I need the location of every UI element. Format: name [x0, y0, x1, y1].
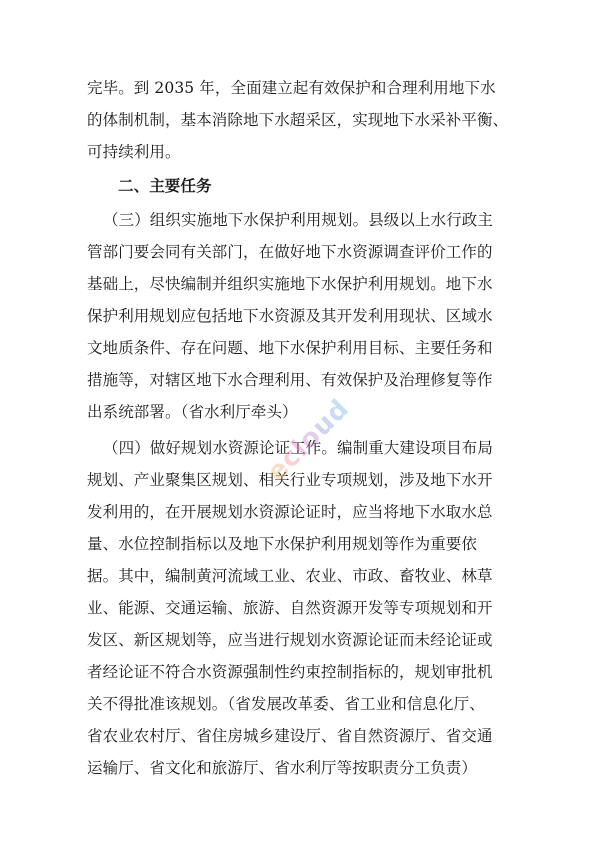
paragraph-line: 可持续利用。	[87, 143, 181, 161]
paragraph-line: 关不得批准该规划。（省发展改革委、省工业和信息化厅、	[87, 695, 485, 713]
paragraph-line: 保护利用规划应包括地下水资源及其开发利用现状、区域水	[87, 307, 493, 325]
paragraph-line: 措施等，对辖区地下水合理利用、有效保护及治理修复等作	[87, 371, 493, 389]
paragraph-line: 完毕。到 2035 年，全面建立起有效保护和合理利用地下水	[87, 79, 496, 97]
section-heading: 二、主要任务	[118, 177, 212, 195]
paragraph-line: 管部门要会同有关部门，在做好地下水资源调查评价工作的	[87, 243, 493, 261]
paragraph-line: 的体制机制，基本消除地下水超采区，实现地下水采补平衡、	[87, 111, 509, 129]
paragraph-line: 发利用的，在开展规划水资源论证时，应当将地下水取水总	[87, 503, 493, 521]
paragraph-line: 据。其中，编制黄河流域工业、农业、市政、畜牧业、林草	[87, 567, 493, 585]
paragraph-line: （四）做好规划水资源论证工作。编制重大建设项目布局	[103, 439, 494, 457]
watermark-text: ecloud	[261, 393, 356, 488]
paragraph-line: 发区、新区规划等，应当进行规划水资源论证而未经论证或	[87, 631, 493, 649]
paragraph-line: 量、水位控制指标以及地下水保护利用规划等作为重要依	[87, 535, 478, 553]
paragraph-line: 业、能源、交通运输、旅游、自然资源开发等专项规划和开	[87, 599, 493, 617]
paragraph-line: 省农业农村厅、省住房城乡建设厅、省自然资源厅、省交通	[87, 727, 493, 745]
paragraph-line: 者经论证不符合水资源强制性约束控制指标的，规划审批机	[87, 663, 493, 681]
paragraph-line: 基础上，尽快编制并组织实施地下水保护利用规划。地下水	[87, 275, 493, 293]
paragraph-line: 规划、产业聚集区规划、相关行业专项规划，涉及地下水开	[87, 471, 493, 489]
paragraph-line: 出系统部署。（省水利厅牵头）	[87, 403, 298, 421]
paragraph-line: （三）组织实施地下水保护利用规划。县级以上水行政主	[103, 211, 494, 229]
paragraph-line: 运输厅、省文化和旅游厅、省水利厅等按职责分工负责）	[87, 759, 478, 777]
paragraph-line: 文地质条件、存在问题、地下水保护利用目标、主要任务和	[87, 339, 493, 357]
